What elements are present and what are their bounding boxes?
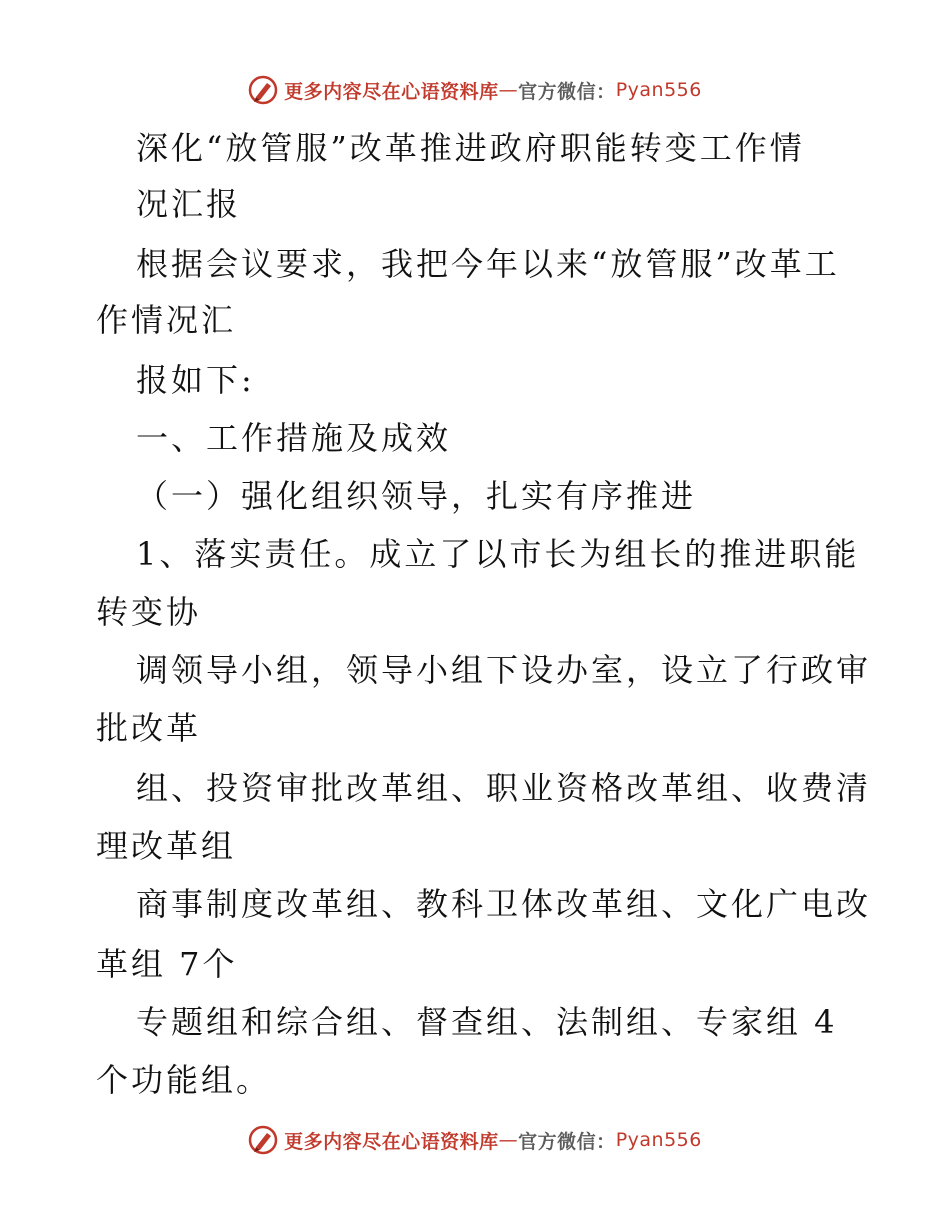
banner-account: Pyan556 [615,1129,702,1151]
pen-logo-icon [248,1125,278,1155]
paragraph-line: 1、落实责任。成立了以市长为组长的推进职能 [136,535,860,573]
document-title-line-2: 况汇报 [136,185,242,223]
paragraph-line: 革组 7个 [96,945,238,983]
banner-official-label: 官方微信： [518,80,616,103]
paragraph-line: 根据会议要求，我把今年以来“放管服”改革工 [136,245,840,283]
paragraph-line: 作情况汇 [96,301,237,339]
section-heading: 一、工作措施及成效 [136,419,452,457]
header-banner [0,70,950,110]
banner-dash: — [498,79,519,101]
paragraph-line: 批改革 [96,709,202,747]
paragraph-line: 报如下: [136,361,255,399]
banner-site-text: 更多内容尽在心语资料库 [284,80,499,103]
paragraph-line: 理改革组 [96,827,237,865]
paragraph-line: 个功能组。 [96,1061,272,1099]
pen-logo-icon [248,75,278,105]
banner-account: Pyan556 [615,79,702,101]
footer-banner [0,1120,950,1160]
paragraph-line: 调领导小组，领导小组下设办室，设立了行政审 [136,651,872,689]
paragraph-line: 转变协 [96,593,202,631]
document-title-line-1: 深化“放管服”改革推进政府职能转变工作情 [136,129,805,167]
banner-site-text: 更多内容尽在心语资料库 [284,1130,499,1153]
paragraph-line: 组、投资审批改革组、职业资格改革组、收费清 [136,769,872,807]
paragraph-line: 商事制度改革组、教科卫体改革组、文化广电改 [136,885,872,923]
banner-official-label: 官方微信： [518,1130,616,1153]
paragraph-line: 专题组和综合组、督查组、法制组、专家组 4 [136,1003,838,1041]
banner-dash: — [498,1129,519,1151]
subsection-heading: （一）强化组织领导，扎实有序推进 [136,477,697,515]
